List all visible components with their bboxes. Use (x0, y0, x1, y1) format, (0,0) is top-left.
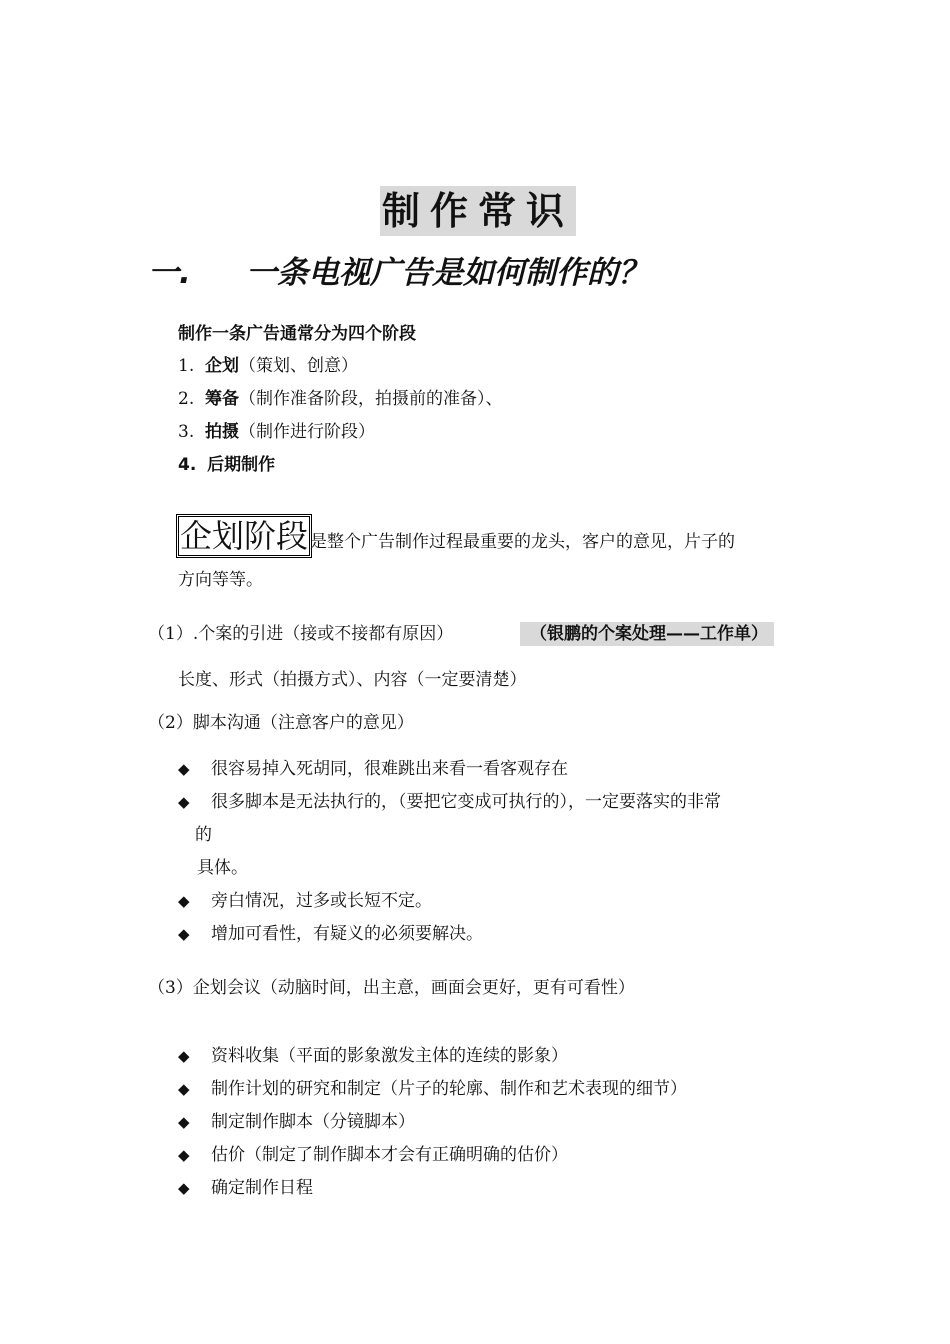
list-item (178, 1077, 687, 1101)
list-item-text: 很容易掉入死胡同，很难跳出来看一看客观存在 (211, 759, 568, 779)
planning-desc-line1: 是整个广告制作过程最重要的龙头，客户的意见，片子的 (310, 532, 736, 552)
stage-item (178, 387, 503, 411)
diamond-bullet-icon: ◆ (178, 760, 190, 778)
intro-text: 制作一条广告通常分为四个阶段 (178, 324, 416, 344)
stage-name: 拍摄 (205, 422, 240, 442)
stage-number: 3. (178, 422, 195, 442)
stage-number: 2. (178, 389, 195, 409)
list-item-wrap: 的 (195, 825, 212, 845)
item1-shaded-note: （银鹏的个案处理——工作单） (520, 622, 774, 646)
document-title: 制作常识 (380, 186, 576, 236)
item2-label: （2）脚本沟通（注意客户的意见） (148, 713, 414, 733)
item3-label: （3）企划会议（动脑时间，出主意，画面会更好，更有可看性） (148, 978, 635, 998)
diamond-bullet-icon: ◆ (178, 1080, 190, 1098)
planning-paragraph (178, 516, 735, 563)
planning-desc-line2: 方向等等。 (178, 570, 263, 590)
diamond-bullet-icon: ◆ (178, 1113, 190, 1131)
list-item-text: 制定制作脚本（分镜脚本） (211, 1112, 415, 1132)
list-item (178, 1044, 568, 1068)
list-item-text: 增加可看性，有疑义的必须要解决。 (211, 924, 483, 944)
list-item-text: 资料收集（平面的影象激发主体的连续的影象） (211, 1046, 568, 1066)
stage-name: 后期制作 (207, 455, 276, 475)
diamond-bullet-icon: ◆ (178, 793, 190, 811)
section-number: 一. (148, 255, 191, 291)
stage-item (178, 453, 275, 477)
diamond-bullet-icon: ◆ (178, 1047, 190, 1065)
list-item (178, 1110, 415, 1134)
section-heading: 一条电视广告是如何制作的？ (246, 255, 649, 291)
stage-name: 筹备 (205, 389, 240, 409)
list-item-text: 旁白情况，过多或长短不定。 (211, 891, 432, 911)
stage-number: 4. (178, 455, 197, 475)
list-item-text: 制作计划的研究和制定（片子的轮廓、制作和艺术表现的细节） (211, 1079, 687, 1099)
stage-number: 1. (178, 356, 195, 376)
stage-item (178, 354, 358, 378)
stage-note: （制作进行阶段） (239, 422, 376, 442)
list-item-text: 估价（制定了制作脚本才会有正确明确的估价） (211, 1145, 568, 1165)
list-item-text: 很多脚本是无法执行的，（要把它变成可执行的），一定要落实的非常 (211, 792, 721, 812)
diamond-bullet-icon: ◆ (178, 892, 190, 910)
list-item (178, 1176, 313, 1200)
list-item (178, 889, 432, 913)
list-item-wrap: 具体。 (197, 858, 248, 878)
list-item (178, 1143, 568, 1167)
list-item-text: 确定制作日程 (211, 1178, 313, 1198)
stage-name: 企划 (205, 356, 240, 376)
diamond-bullet-icon: ◆ (178, 1146, 190, 1164)
list-item (178, 790, 721, 814)
planning-boxed-term: 企划阶段 (180, 517, 309, 555)
diamond-bullet-icon: ◆ (178, 925, 190, 943)
list-item (178, 922, 483, 946)
item1-label: （1）.个案的引进（接或不接都有原因） (148, 624, 454, 644)
list-item (178, 757, 568, 781)
item1-detail: 长度、形式（拍摄方式）、内容（一定要清楚） (178, 670, 527, 690)
stage-note: （策划、创意） (239, 356, 359, 376)
stage-item (178, 420, 375, 444)
stage-note: （制作准备阶段，拍摄前的准备）、 (239, 389, 503, 409)
diamond-bullet-icon: ◆ (178, 1179, 190, 1197)
